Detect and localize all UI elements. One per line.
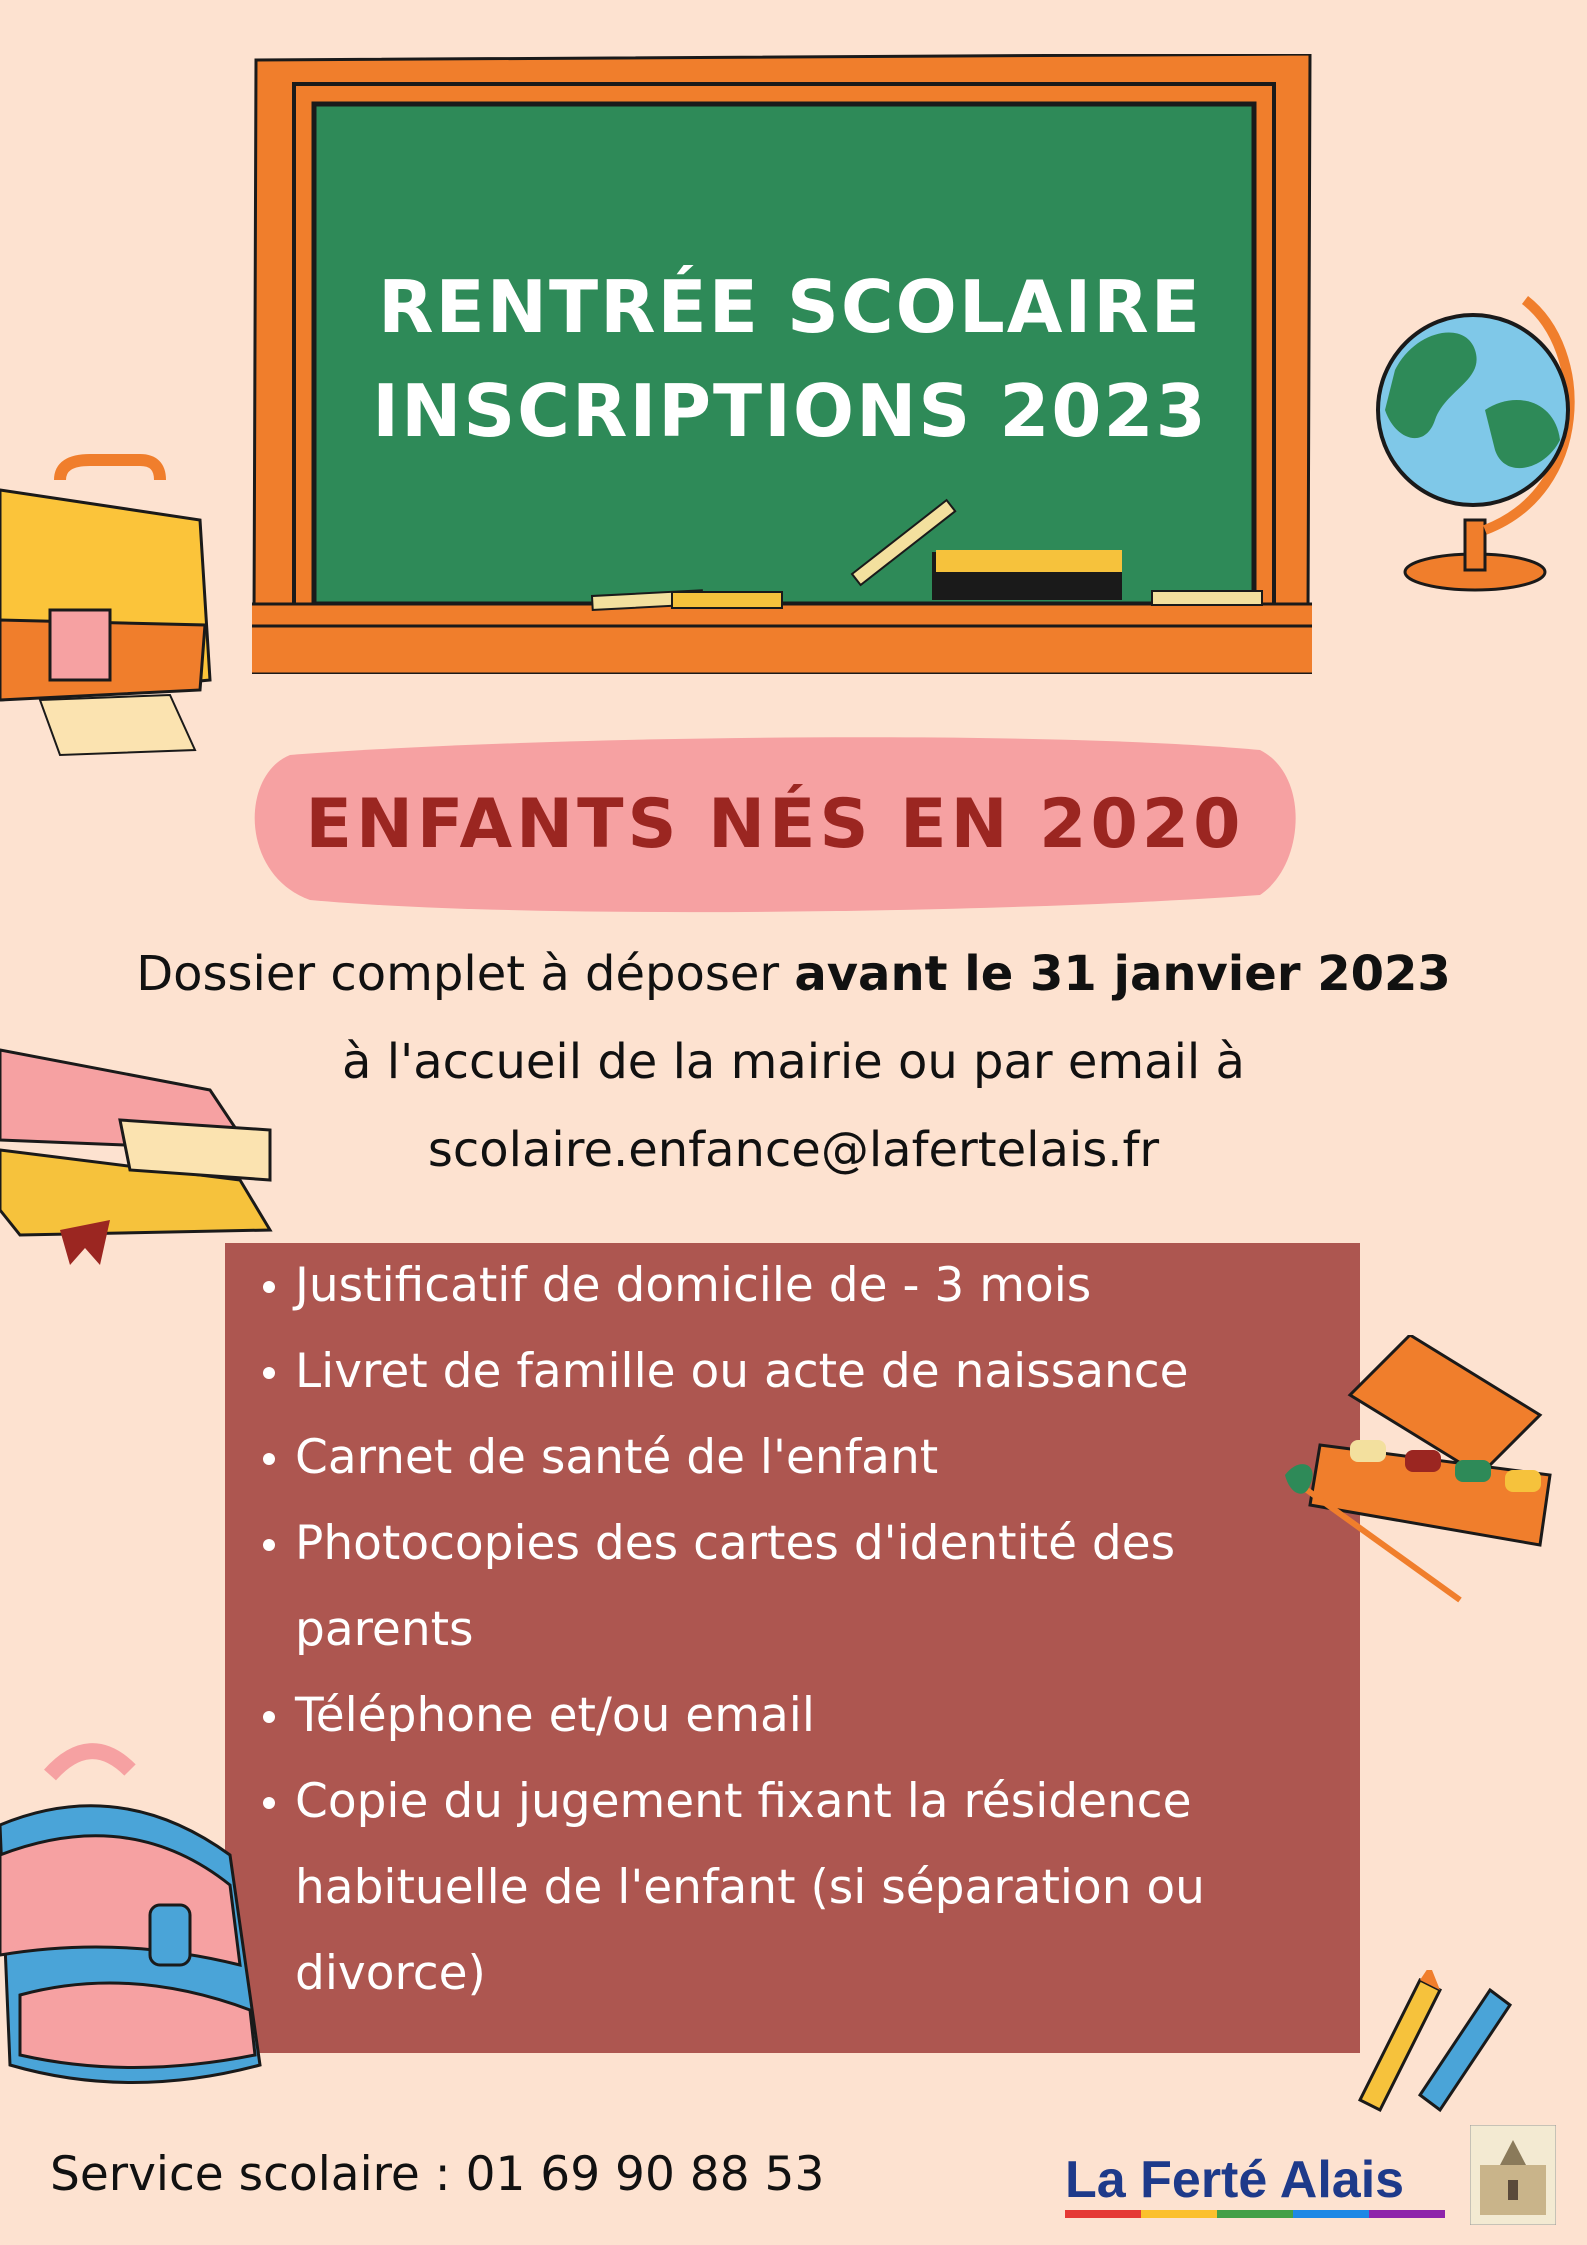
logo-color-bar bbox=[1065, 2210, 1445, 2218]
backpack-icon bbox=[0, 1735, 275, 2090]
instructions-line-2: à l'accueil de la mairie ou par email à bbox=[342, 1034, 1245, 1090]
globe-icon bbox=[1375, 290, 1587, 595]
title-line-1: RENTRÉE SCOLAIRE bbox=[378, 265, 1202, 349]
town-photo-icon bbox=[1470, 2125, 1556, 2225]
list-item: Carnet de santé de l'enfant bbox=[255, 1415, 1345, 1501]
instructions-line-1 bbox=[20, 930, 1567, 1018]
list-item: Téléphone et/ou email bbox=[255, 1673, 1345, 1759]
books-icon bbox=[0, 1030, 285, 1265]
crayons-icon bbox=[1350, 1970, 1520, 2115]
list-item: Copie du jugement fixant la résidence habituelle de l'enfant (si séparation ou divorce) bbox=[255, 1759, 1345, 2017]
documents-list bbox=[255, 1243, 1345, 2017]
instructions-text: Dossier complet à déposer bbox=[136, 946, 795, 1002]
service-phone: Service scolaire : 01 69 90 88 53 bbox=[50, 2147, 825, 2202]
list-item: Photocopies des cartes d'identité des parents bbox=[255, 1501, 1345, 1673]
brand-logo bbox=[1065, 2148, 1445, 2218]
logo-text: La Ferté Alais bbox=[1065, 2151, 1405, 2209]
list-item: Livret de famille ou acte de naissance bbox=[255, 1329, 1345, 1415]
documents-box bbox=[225, 1243, 1360, 2053]
subtitle: ENFANTS NÉS EN 2020 bbox=[305, 785, 1245, 864]
title-line-2: INSCRIPTIONS 2023 bbox=[372, 369, 1208, 453]
briefcase-icon bbox=[0, 450, 220, 765]
deadline: avant le 31 janvier 2023 bbox=[794, 946, 1451, 1002]
page-title bbox=[330, 255, 1250, 463]
paint-palette-icon bbox=[1280, 1335, 1580, 1605]
email-link[interactable]: scolaire.enfance@lafertelais.fr bbox=[427, 1122, 1160, 1178]
list-item: Justificatif de domicile de - 3 mois bbox=[255, 1243, 1345, 1329]
